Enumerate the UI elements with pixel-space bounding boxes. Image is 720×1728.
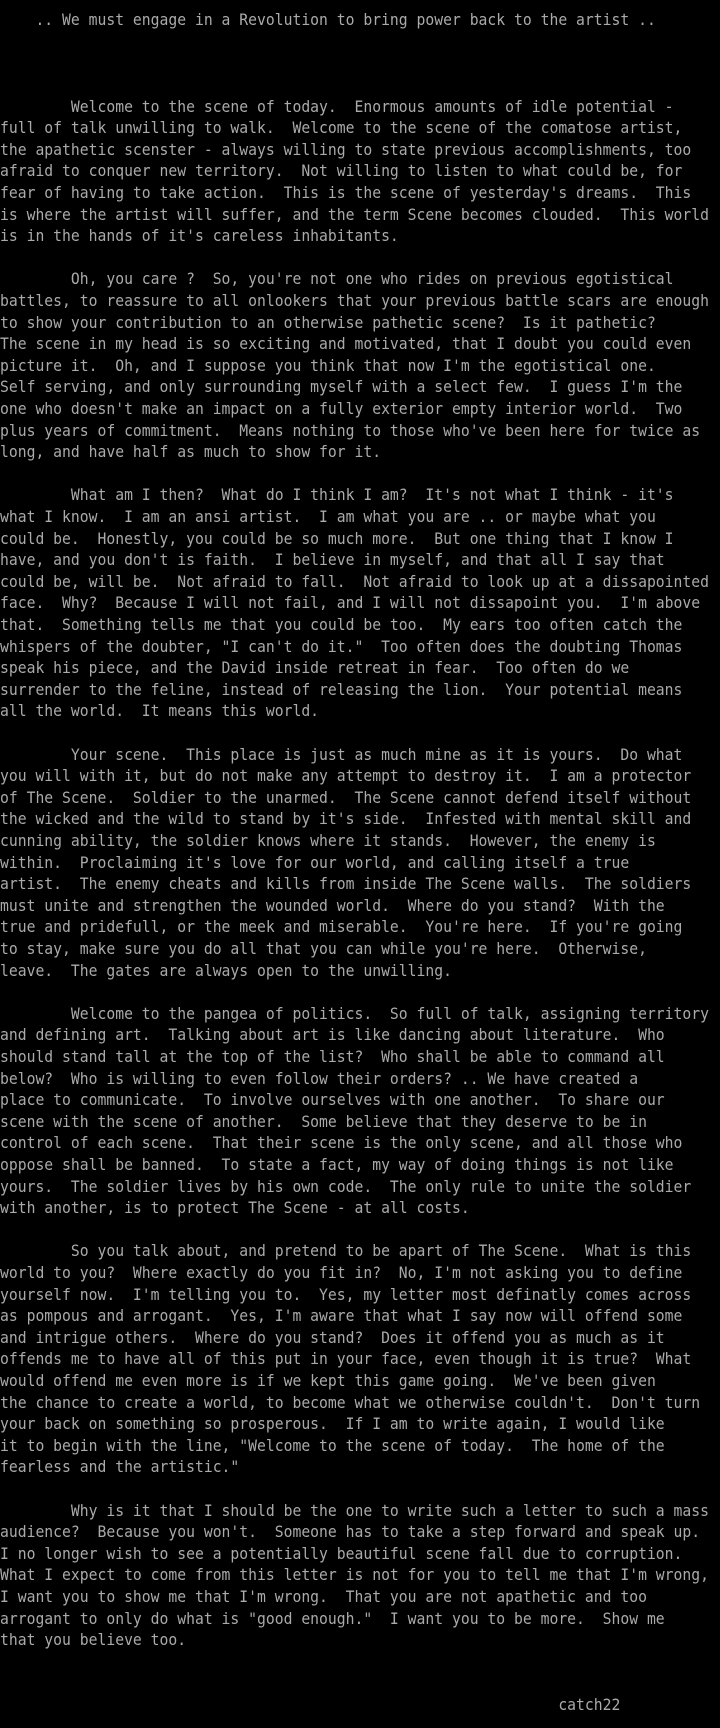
text-line: Why is it that I should be the one to write such a letter to such a mass xyxy=(0,1500,709,1520)
header-line: .. We must engage in a Revolution to bring power back to the artist .. xyxy=(0,10,656,30)
text-line: I want you to show me that I'm wrong. That you are not apathetic and too xyxy=(0,1587,647,1606)
text-line: offends me to have all of this put in your face, even though it is true? What xyxy=(0,1349,692,1369)
text-line: whispers of the doubter, "I can't do it." Too often does the doubting Thomas xyxy=(0,636,683,656)
text-line: fear of having to take action. This is the scene of yesterday's dreams. This xyxy=(0,183,692,202)
text-line: could be, will be. Not afraid to fall. Not afraid to look up at a dissapointed xyxy=(0,571,709,591)
text-line: of The Scene. Soldier to the unarmed. The Scene cannot defend itself without xyxy=(0,787,692,807)
text-line: true and pridefull, or the meek and miserable. You're here. If you're going xyxy=(0,917,683,937)
text-line: all the world. It means this world. xyxy=(0,701,320,721)
text-line: face. Why? Because I will not fail, and I will not dissapoint you. I'm above xyxy=(0,593,701,613)
text-line: plus years of commitment. Means nothing to those who've been here for twice as xyxy=(0,420,701,440)
text-line: could be. Honestly, you could be so much more. But one thing that I know I xyxy=(0,528,674,548)
text-line: control of each scene. That their scene is the only scene, and all those who xyxy=(0,1133,683,1153)
text-line: Your scene. This place is just as much mine as it is yours. Do what xyxy=(0,744,683,764)
text-line: audience? Because you won't. Someone has to take a step forward and speak up. xyxy=(0,1522,701,1542)
text-line: to show your contribution to an otherwise pathetic scene? Is it pathetic? xyxy=(0,312,656,332)
text-line: What I expect to come from this letter is not for you to tell me that I'm wrong, xyxy=(0,1565,709,1585)
text-line: speak his piece, and the David inside retreat in fear. Too often do we xyxy=(0,658,630,678)
text-line: leave. The gates are always open to the unwilling. xyxy=(0,960,452,980)
text-line: and defining art. Talking about art is like dancing about literature. Who xyxy=(0,1025,665,1045)
text-line: that you believe too. xyxy=(0,1630,187,1650)
text-line: within. Proclaiming it's love for our world, and calling itself a true xyxy=(0,852,630,872)
text-line: What am I then? What do I think I am? It's not what I think - it's xyxy=(0,485,674,505)
text-line: you will with it, but do not make any attempt to destroy it. I am a protector xyxy=(0,766,692,786)
text-line: The scene in my head is so exciting and motivated, that I doubt you could even xyxy=(0,334,692,354)
text-line: one who doesn't make an impact on a fully exterior empty interior world. Two xyxy=(0,399,683,418)
text-line: with another, is to protect The Scene - at all costs. xyxy=(0,1198,470,1218)
text-line: must unite and strengthen the wounded world. Where do you stand? With the xyxy=(0,895,665,915)
text-line: Oh, you care ? So, you're not one who rides on previous egotistical xyxy=(0,269,674,289)
text-line: the chance to create a world, to become what we otherwise couldn't. Don't turn xyxy=(0,1392,701,1412)
text-line: picture it. Oh, and I suppose you think that now I'm the egotistical one. xyxy=(0,355,656,375)
text-line: as pompous and arrogant. Yes, I'm aware that what I say now will offend some xyxy=(0,1306,683,1326)
text-line: should stand tall at the top of the list? Who shall be able to command all xyxy=(0,1047,665,1066)
text-line: afraid to conquer new territory. Not willing to listen to what could be, for xyxy=(0,161,683,181)
text-line: would offend me even more is if we kept this game going. We've been given xyxy=(0,1371,656,1390)
text-line: Self serving, and only surrounding myself with a select few. I guess I'm the xyxy=(0,377,683,397)
text-line: I no longer wish to see a potentially beautiful scene fall due to corruption. xyxy=(0,1543,683,1563)
text-line: fearless and the artistic." xyxy=(0,1457,240,1477)
text-line: the apathetic scenster - always willing to state previous accomplishments, too xyxy=(0,139,692,159)
text-line: arrogant to only do what is "good enough." I want you to be more. Show me xyxy=(0,1608,665,1628)
text-line: and intrigue others. Where do you stand? Does it offend you as much as it xyxy=(0,1327,665,1347)
text-line: surrender to the feline, instead of releasing the lion. Your potential means xyxy=(0,679,683,699)
text-line: So you talk about, and pretend to be apart of The Scene. What is this xyxy=(0,1241,692,1261)
text-line: world to you? Where exactly do you fit in? No, I'm not asking you to define xyxy=(0,1263,683,1282)
text-line: yourself now. I'm telling you to. Yes, my letter most definatly comes across xyxy=(0,1284,692,1304)
text-line: your back on something so prosperous. If I am to write again, I would like xyxy=(0,1414,665,1434)
text-line: full of talk unwilling to walk. Welcome to the scene of the comatose artist, xyxy=(0,118,683,138)
text-line: is in the hands of it's careless inhabitants. xyxy=(0,226,399,246)
text-line: Welcome to the scene of today. Enormous amounts of idle potential - xyxy=(0,96,674,116)
text-line: it to begin with the line, "Welcome to the scene of today. The home of the xyxy=(0,1435,665,1455)
text-line: to stay, make sure you do all that you can while you're here. Otherwise, xyxy=(0,939,647,958)
text-line: oppose shall be banned. To state a fact, my way of doing things is not like xyxy=(0,1155,674,1174)
text-line: long, and have half as much to show for it. xyxy=(0,442,382,462)
text-line: scene with the scene of another. Some believe that they deserve to be in xyxy=(0,1111,647,1131)
text-line: the wicked and the wild to stand by it's side. Infested with mental skill and xyxy=(0,809,692,829)
text-line: battles, to reassure to all onlookers that your previous battle scars are enough xyxy=(0,291,709,310)
text-line: place to communicate. To involve ourselves with one another. To share our xyxy=(0,1090,665,1110)
text-line: that. Something tells me that you could be too. My ears too often catch the xyxy=(0,615,683,634)
text-line: what I know. I am an ansi artist. I am what you are .. or maybe what you xyxy=(0,507,656,526)
text-line: yours. The soldier lives by his own code. The only rule to unite the soldier xyxy=(0,1176,692,1196)
text-line: below? Who is willing to even follow their orders? .. We have created a xyxy=(0,1068,639,1088)
text-line: cunning ability, the soldier knows where it stands. However, the enemy is xyxy=(0,831,656,850)
text-line: artist. The enemy cheats and kills from inside The Scene walls. The soldiers xyxy=(0,874,692,894)
text-line: have, and you don't is faith. I believe in myself, and that all I say that xyxy=(0,550,665,570)
signature-line: catch22 xyxy=(0,1695,621,1714)
text-line: is where the artist will suffer, and the term Scene becomes clouded. This world xyxy=(0,204,709,224)
text-line: Welcome to the pangea of politics. So full of talk, assigning territory xyxy=(0,1003,709,1023)
